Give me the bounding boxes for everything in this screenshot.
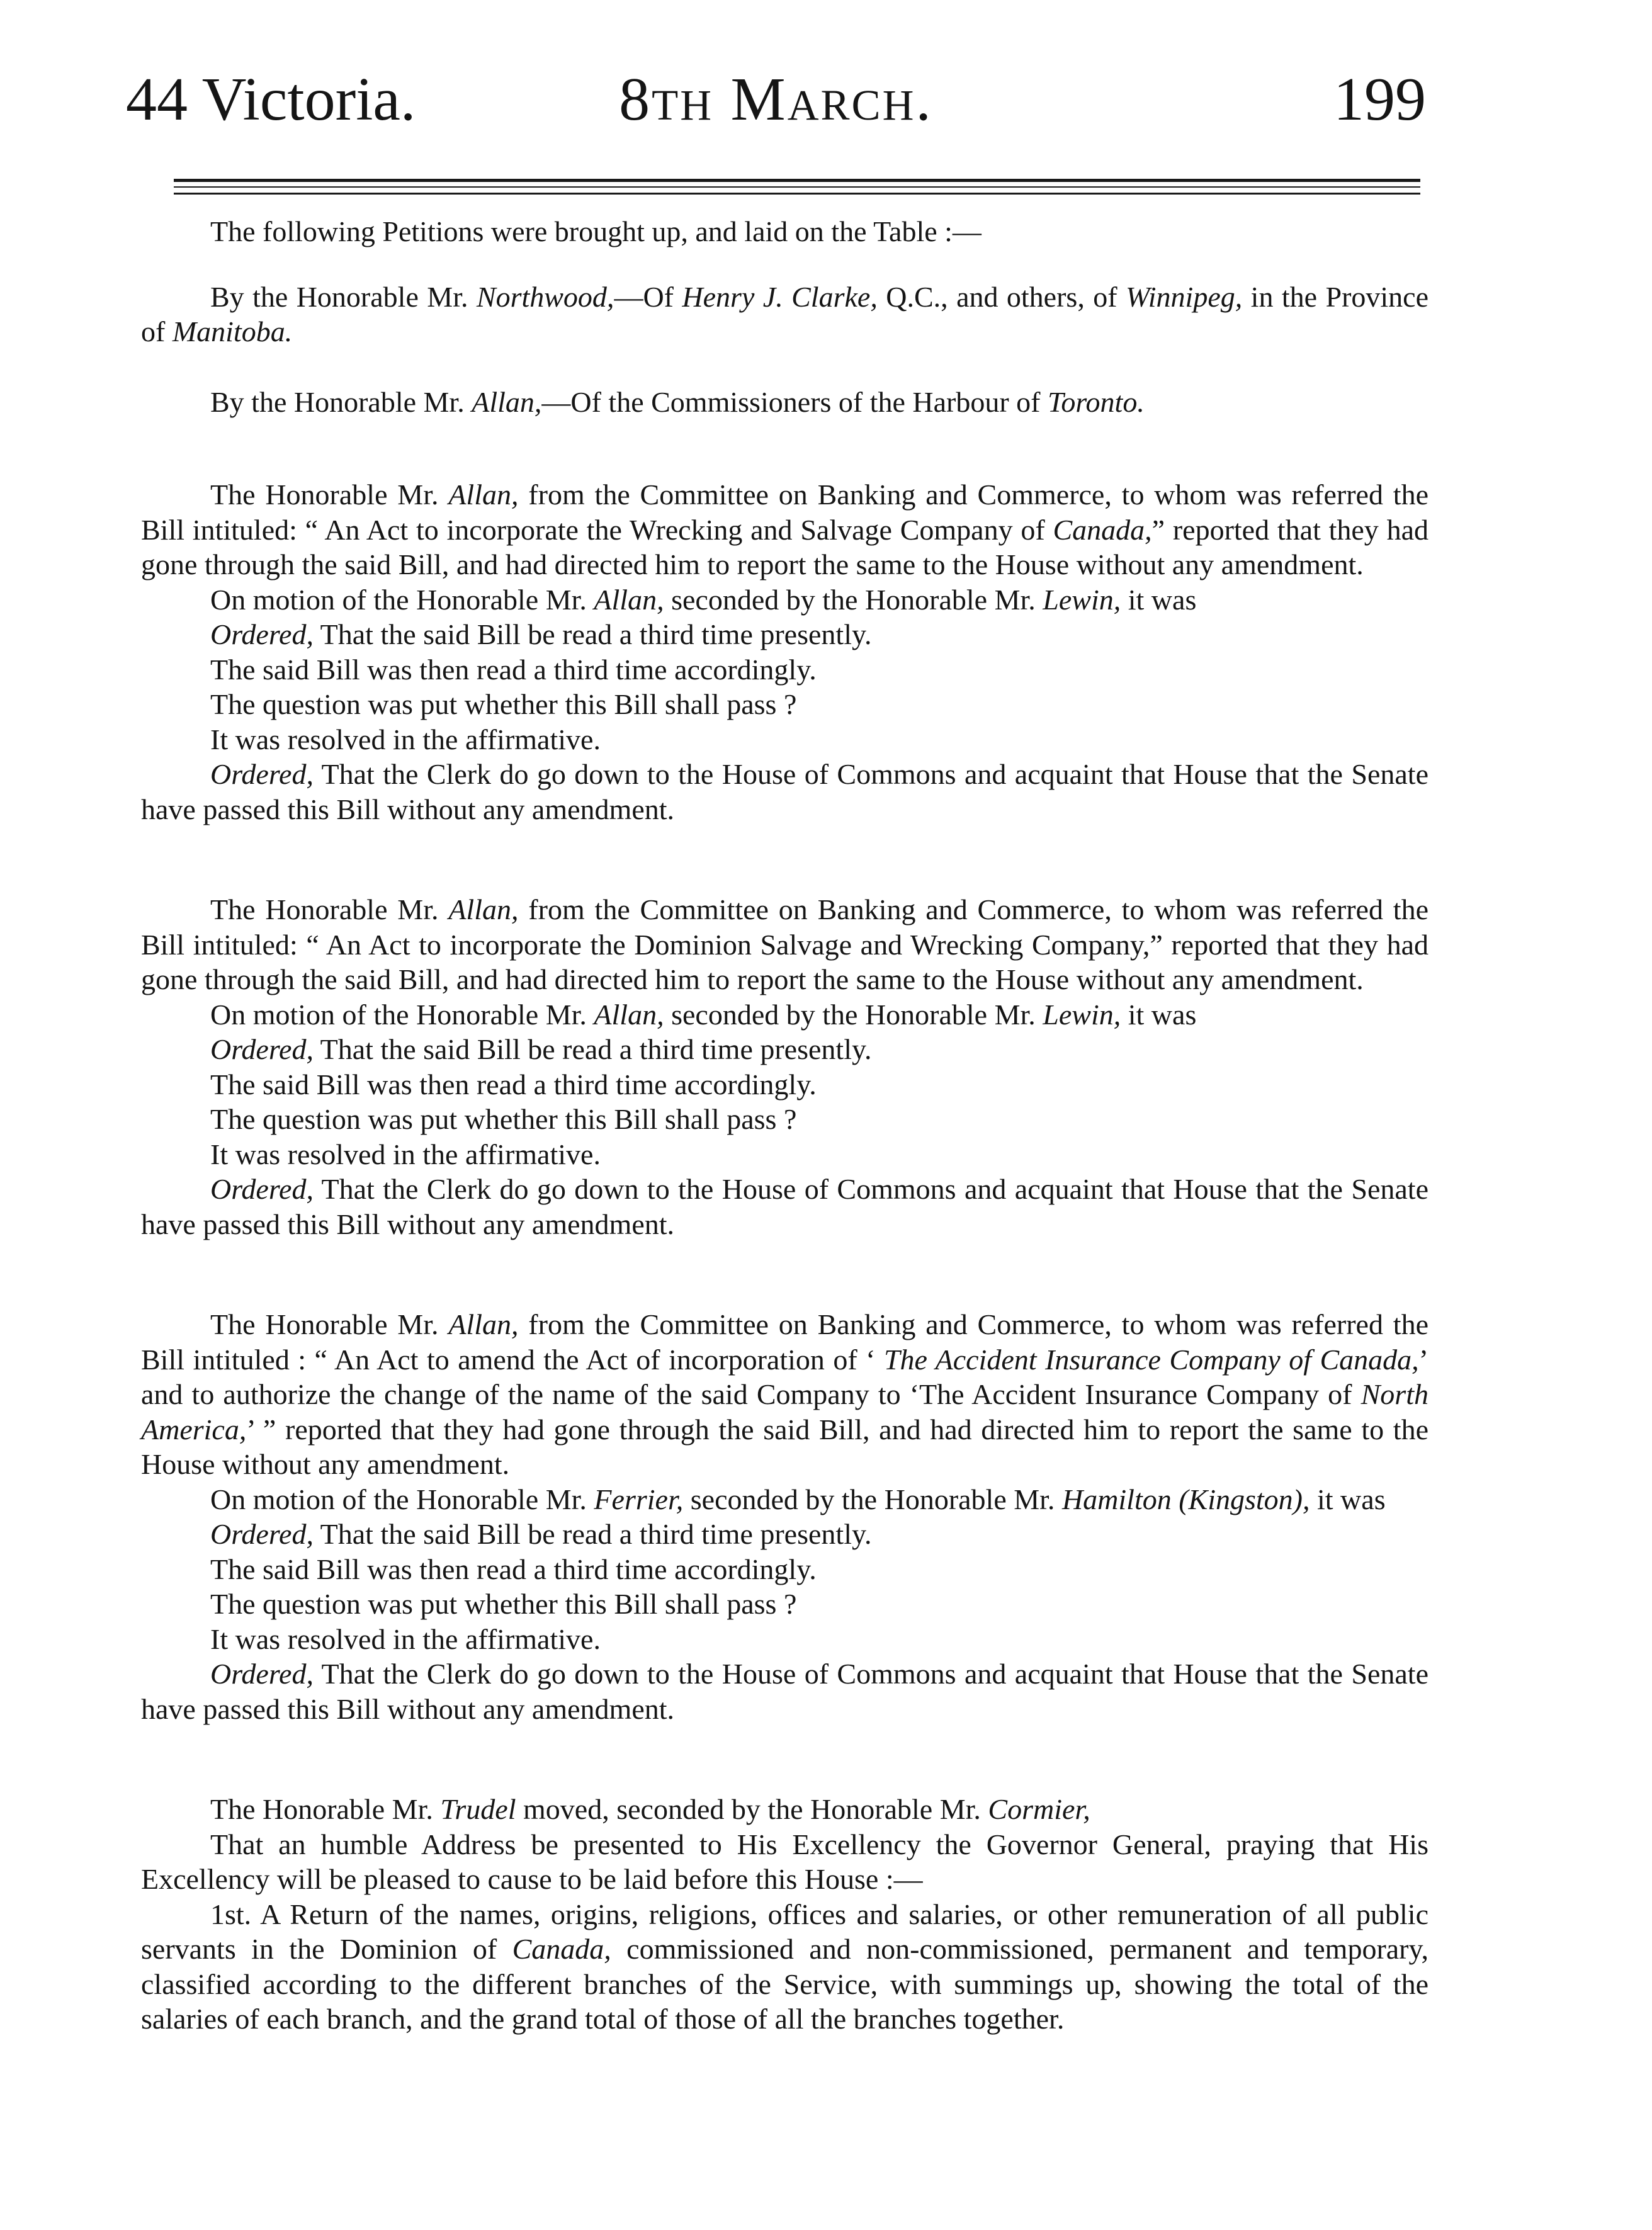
header-rule-bottom [174,193,1420,195]
petition-allan: By the Honorable Mr. Allan,—Of the Commissioners of the Harbour of Toronto. [210,385,1145,418]
bill3-motion: On motion of the Honorable Mr. Ferrier, seconded by the Honorable Mr. Hamilton (Kingston), it was [210,1483,1386,1515]
bill1-ordered-commons: Ordered, That the Clerk do go down to the House of Commons and acquaint that House that the Senate have passed this Bill without any amendment. [141,758,1429,825]
bill2-question: The question was put whether this Bill shall pass ? [210,1103,797,1135]
header-session: 44 Victoria. [126,65,416,133]
bill3-read: The said Bill was then read a third time accordingly. [210,1553,817,1585]
running-header [126,55,1426,144]
bill3-ordered-commons: Ordered, That the Clerk do go down to the House of Commons and acquaint that House that the Senate have passed this Bill without any amendment. [141,1658,1429,1725]
bill2-ordered-third-reading: Ordered, That the said Bill be read a third time presently. [210,1033,872,1065]
trudel-motion: The Honorable Mr. Trudel moved, seconded by the Honorable Mr. Cormier, [210,1793,1090,1825]
petition-northwood: By the Honorable Mr. Northwood,—Of Henry J. Clarke, Q.C., and others, of Winnipeg, in the Province of Manitoba. [141,280,1429,348]
bill1-question: The question was put whether this Bill shall pass ? [210,688,797,720]
bill3-report: The Honorable Mr. Allan, from the Committee on Banking and Commerce, to whom was referred the Bill intituled : “ An Act to amend the Act of incorporation of ‘ The Accident Insurance Company of Canada,’ and to authorize the change of the name of the said Company to ‘The Accident Insurance Company of North America,’ ” reported that they had gone through the said Bill, and had directed him to report the same to the House without any amendment. [141,1308,1429,1480]
bill1-resolved: It was resolved in the affirmative. [210,723,601,756]
header-page-number: 199 [1333,65,1426,133]
bill1-motion: On motion of the Honorable Mr. Allan, seconded by the Honorable Mr. Lewin, it was [210,583,1197,616]
bill2-resolved: It was resolved in the affirmative. [210,1138,601,1170]
header-date: 8th March. [619,65,933,133]
journal-body [141,214,1429,2037]
bill2-motion: On motion of the Honorable Mr. Allan, seconded by the Honorable Mr. Lewin, it was [210,998,1197,1031]
bill1-report: The Honorable Mr. Allan, from the Committee on Banking and Commerce, to whom was referred the Bill intituled: “ An Act to incorporate the Wrecking and Salvage Company of Canada,” reported that they had gone through the said Bill, and had directed him to report the same to the House without any amendment. [141,478,1429,580]
bill2-report: The Honorable Mr. Allan, from the Committee on Banking and Commerce, to whom was referred the Bill intituled: “ An Act to incorporate the Dominion Salvage and Wrecking Company,” reported that they had gone through the said Bill, and had directed him to report the same to the House without any amendment. [141,893,1429,995]
bill1-read: The said Bill was then read a third time accordingly. [210,653,817,686]
header-rule-middle [174,186,1420,188]
petitions-intro: The following Petitions were brought up, and laid on the Table :— [210,215,982,247]
bill3-resolved: It was resolved in the affirmative. [210,1622,601,1655]
bill2-ordered-commons: Ordered, That the Clerk do go down to the House of Commons and acquaint that House that the Senate have passed this Bill without any amendment. [141,1173,1429,1240]
return-item-1st: 1st. A Return of the names, origins, religions, offices and salaries, or other remuneration of all public servants in the Dominion of Canada, commissioned and non-commissioned, permanent and temporary, classified according to the different branches of the Service, with summings up, showing the total of the salaries of each branch, and the grand total of those of all the branches together. [141,1898,1429,2035]
header-rule-top [174,179,1420,182]
bill2-read: The said Bill was then read a third time accordingly. [210,1068,817,1101]
bill1-ordered-third-reading: Ordered, That the said Bill be read a third time presently. [210,618,872,650]
bill3-question: The question was put whether this Bill shall pass ? [210,1588,797,1620]
humble-address: That an humble Address be presented to His Excellency the Governor General, praying that His Excellency will be pleased to cause to be laid before this House :— [141,1828,1429,1895]
bill3-ordered-third-reading: Ordered, That the said Bill be read a third time presently. [210,1518,872,1550]
